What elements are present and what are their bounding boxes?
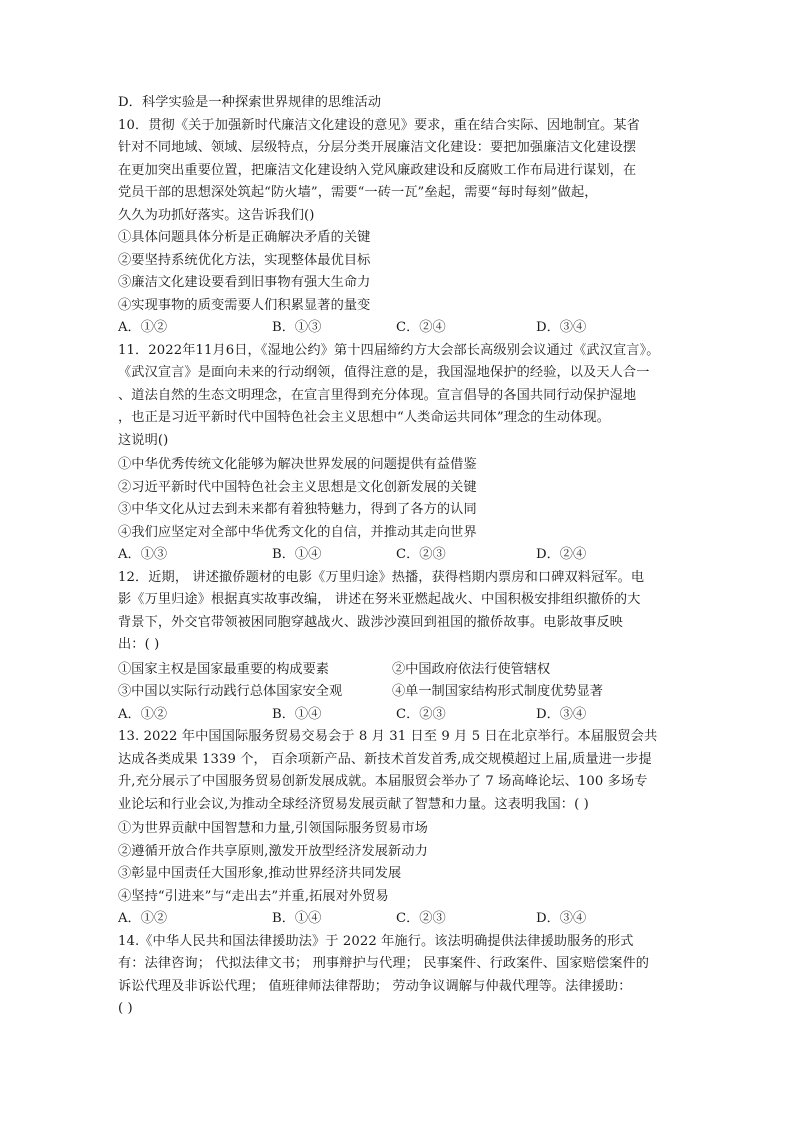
q11-item: ③中华文化从过去到未来都有着独特魅力，得到了各方的认同 <box>118 502 477 517</box>
q12-item-row <box>118 681 678 704</box>
q13-item: ④坚持“引进来”与“走出去”并重,拓展对外贸易 <box>118 888 389 904</box>
q12-option-a: A．①② <box>118 706 168 722</box>
q13-option-d: D．③④ <box>536 911 587 926</box>
q12-option-b: B．①④ <box>272 706 322 722</box>
q11-stem-line: ，也正是习近平新时代中国特色社会主义思想中“人类命运共同体”理念的生动体现。 <box>118 410 611 425</box>
q10-item: ③廉洁文化建设要看到旧事物有强大生命力 <box>118 275 371 290</box>
q10-option-a: A．①② <box>118 320 168 335</box>
q11-item: ①中华优秀传统文化能够为解决世界发展的问题提供有益借鉴 <box>118 457 477 472</box>
q14-stem-line: ( ) <box>118 1001 133 1016</box>
q11-item: ④我们应坚定对全部中华优秀文化的自信，并推动其走向世界 <box>118 524 477 540</box>
q13-item: ②遵循开放合作共享原则,激发开放型经济发展新动力 <box>118 843 428 859</box>
q11-item: ②习近平新时代中国特色社会主义思想是文化创新发展的关键 <box>118 479 477 495</box>
q12-option-c: C．②③ <box>396 706 446 722</box>
q12-options <box>118 704 678 727</box>
q13-stem-line: 业论坛和行业会议,为推动全球经济贸易发展贡献了智慧和力量。这表明我国：( ) <box>118 796 589 812</box>
q11-options <box>118 544 678 567</box>
q11-stem-line: 这说明() <box>118 432 169 448</box>
q12-item: ②中国政府依法行使管辖权 <box>392 661 551 677</box>
exam-page <box>118 92 678 1021</box>
q12-stem-line: 背景下，外交官带领被困同胞穿越战火、跋涉沙漠回到祖国的撤侨故事。电影故事反映 <box>118 614 623 630</box>
q12-stem-line: 影《万里归途》根据真实故事改编， 讲述在努米亚燃起战火、中国积极安排组织撤侨的大 <box>118 592 641 607</box>
q11-stem-line: 11．2022年11月6日，《湿地公约》第十四届缔约方大会部长高级别会议通过《武汉宣言》。 <box>118 342 660 358</box>
q11-option-d: D．②④ <box>536 547 587 562</box>
q11-option-c: C．②③ <box>396 547 446 562</box>
q13-options <box>118 908 678 931</box>
q14-stem-line: 有：法律咨询； 代拟法律文书； 刑事辩护与代理； 民事案件、行政案件、国家赔偿案件的 <box>118 956 650 971</box>
q13-item: ③彰显中国责任大国形象,推动世界经济共同发展 <box>118 866 402 881</box>
q13-item: ①为世界贡献中国智慧和力量,引领国际服务贸易市场 <box>118 821 428 836</box>
q10-item: ②要坚持系统优化方法，实现整体最优目标 <box>118 252 371 268</box>
q13-stem-line: 13. 2022 年中国国际服务贸易交易会于 8 月 31 日至 9 月 5 日在北京举行。本届服贸会共 <box>118 729 658 744</box>
q10-item: ①具体问题具体分析是正确解决矛盾的关键 <box>118 230 371 245</box>
q11-stem-line: 《武汉宣言》是面向未来的行动纲领，值得注意的是，我国湿地保护的经验，以及天人合一 <box>118 365 650 380</box>
q10-options <box>118 317 678 340</box>
question-10 <box>118 115 678 340</box>
q10-stem-line: 党员干部的思想深处筑起“防火墙”，需要“一砖一瓦”垒起，需要“每时每刻”做起， <box>118 185 598 200</box>
q13-option-b: B．①④ <box>272 911 322 926</box>
question-14 <box>118 931 678 1021</box>
q10-stem-line: 久久为功抓好落实。这告诉我们() <box>118 207 315 223</box>
q10-stem-line: 10．贯彻《关于加强新时代廉洁文化建设的意见》要求，重在结合实际、因地制宜。某省 <box>118 117 640 133</box>
q13-stem-line: 达成各类成果 1339 个， 百余项新产品、新技术首发首秀,成交规模超过上届,质量进一步提 <box>118 751 652 767</box>
q12-stem-line: 12．近期， 讲述撤侨题材的电影《万里归途》热播，获得档期内票房和口碑双料冠军。电 <box>118 569 645 585</box>
question-11 <box>118 340 678 567</box>
q12-item-row <box>118 659 678 682</box>
q13-option-c: C．②③ <box>396 911 446 926</box>
q14-stem-line: 14.《中华人民共和国法律援助法》于 2022 年施行。该法明确提供法律援助服务的形式 <box>118 933 634 949</box>
q12-item: ①国家主权是国家最重要的构成要素 <box>118 661 329 677</box>
q10-item: ④实现事物的质变需要人们积累显著的量变 <box>118 297 371 313</box>
q10-option-b: B．①③ <box>272 320 322 335</box>
q11-option-b: B．①④ <box>272 547 322 562</box>
question-12 <box>118 567 678 727</box>
q13-stem-line: 升,充分展示了中国服务贸易创新发展成就。本届服贸会举办了 7 场高峰论坛、100 多场专 <box>118 774 648 789</box>
prev-option-d: D．科学实验是一种探索世界规律的思维活动 <box>118 95 382 110</box>
q12-item: ③中国以实际行动践行总体国家安全观 <box>118 684 343 699</box>
q12-item: ④单一制国家结构形式制度优势显著 <box>392 684 603 699</box>
question-13 <box>118 726 678 931</box>
q12-option-d: D．③④ <box>536 706 587 722</box>
q10-option-c: C．②④ <box>396 320 446 335</box>
q11-stem-line: 、道法自然的生态文明理念，在宣言里得到充分体现。宣言倡导的各国共同行动保护湿地 <box>118 387 637 403</box>
q14-stem-line: 诉讼代理及非诉讼代理； 值班律师法律帮助； 劳动争议调解与仲裁代理等。法律援助： <box>118 978 632 994</box>
q10-option-d: D．③④ <box>536 320 587 335</box>
q10-stem-line: 针对不同地域、领域、层级特点，分层分类开展廉洁文化建设：要把加强廉洁文化建设摆 <box>118 140 637 155</box>
q11-option-a: A．①③ <box>118 547 168 562</box>
q12-stem-line: 出：( ) <box>118 637 160 652</box>
q10-stem-line: 在更加突出重要位置，把廉洁文化建设纳入党风廉政建设和反腐败工作布局进行谋划，在 <box>118 162 637 178</box>
q13-option-a: A．①② <box>118 911 168 926</box>
